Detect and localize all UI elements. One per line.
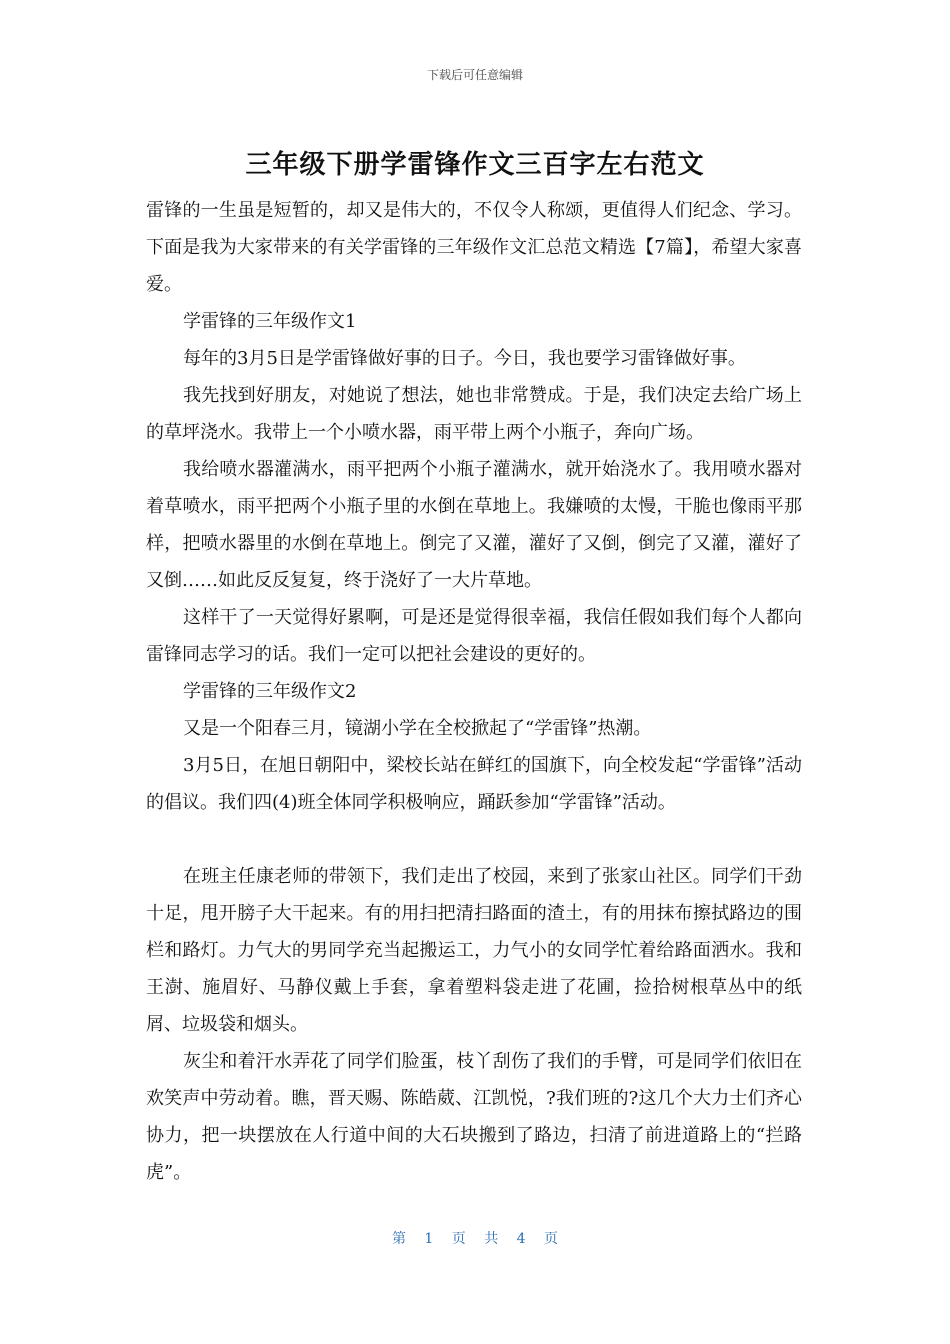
section-heading-1: 学雷锋的三年级作文1 xyxy=(183,311,357,332)
page-number-footer: 第 1 页 共 4 页 xyxy=(391,1231,559,1247)
body-paragraph: 我给喷水器灌满水，雨平把两个小瓶子灌满水，就开始浇水了。我用喷水器对着草喷水，雨平把两个小瓶子里的水倒在草地上。我嫌喷的太慢，干脆也像雨平那样，把喷水器里的水倒在草地上。倒完了又灌，灌好了又倒，倒完了又灌，灌好了又倒……如此反反复复，终于浇好了一大片草地。 xyxy=(146,459,802,591)
header-note: 下载后可任意编辑 xyxy=(426,68,523,82)
body-paragraph: 我先找到好朋友，对她说了想法，她也非常赞成。于是，我们决定去给广场上的草坪浇水。我带上一个小喷水器，雨平带上两个小瓶子，奔向广场。 xyxy=(146,385,802,443)
body-paragraph: 在班主任康老师的带领下，我们走出了校园，来到了张家山社区。同学们干劲十足，甩开膀子大干起来。有的用扫把清扫路面的渣土，有的用抹布擦拭路边的围栏和路灯。力气大的男同学充当起搬运工，力气小的女同学忙着给路面洒水。我和王澍、施眉好、马静仪戴上手套，拿着塑料袋走进了花圃，捡拾树根草丛中的纸屑、垃圾袋和烟头。 xyxy=(146,866,802,1035)
body-paragraph: 3月5日，在旭日朝阳中，梁校长站在鲜红的国旗下，向全校发起“学雷锋”活动的倡议。我们四(4)班全体同学积极响应，踊跃参加“学雷锋”活动。 xyxy=(146,755,802,813)
body-paragraph: 这样干了一天觉得好累啊，可是还是觉得很幸福，我信任假如我们每个人都向雷锋同志学习的话。我们一定可以把社会建设的更好的。 xyxy=(146,607,802,665)
blank-line xyxy=(146,821,802,858)
body-paragraph: 每年的3月5日是学雷锋做好事的日子。今日，我也要学习雷锋做好事。 xyxy=(183,348,746,369)
page-title: 三年级下册学雷锋作文三百字左右范文 xyxy=(245,150,705,180)
intro-paragraph: 雷锋的一生虽是短暂的，却又是伟大的，不仅令人称颂，更值得人们纪念、学习。下面是我为大家带来的有关学雷锋的三年级作文汇总范文精选【7篇】，希望大家喜爱。 xyxy=(146,200,802,295)
body-paragraph: 又是一个阳春三月，镜湖小学在全校掀起了“学雷锋”热潮。 xyxy=(183,718,652,739)
document-body xyxy=(146,192,802,1191)
section-heading-2: 学雷锋的三年级作文2 xyxy=(183,681,357,702)
body-paragraph: 灰尘和着汗水弄花了同学们脸蛋，枝丫刮伤了我们的手臂，可是同学们依旧在欢笑声中劳动着。瞧，晋天赐、陈皓葳、江凯悦，?我们班的?这几个大力士们齐心协力，把一块摆放在人行道中间的大石块搬到了路边，扫清了前进道路上的“拦路虎”。 xyxy=(146,1051,802,1183)
